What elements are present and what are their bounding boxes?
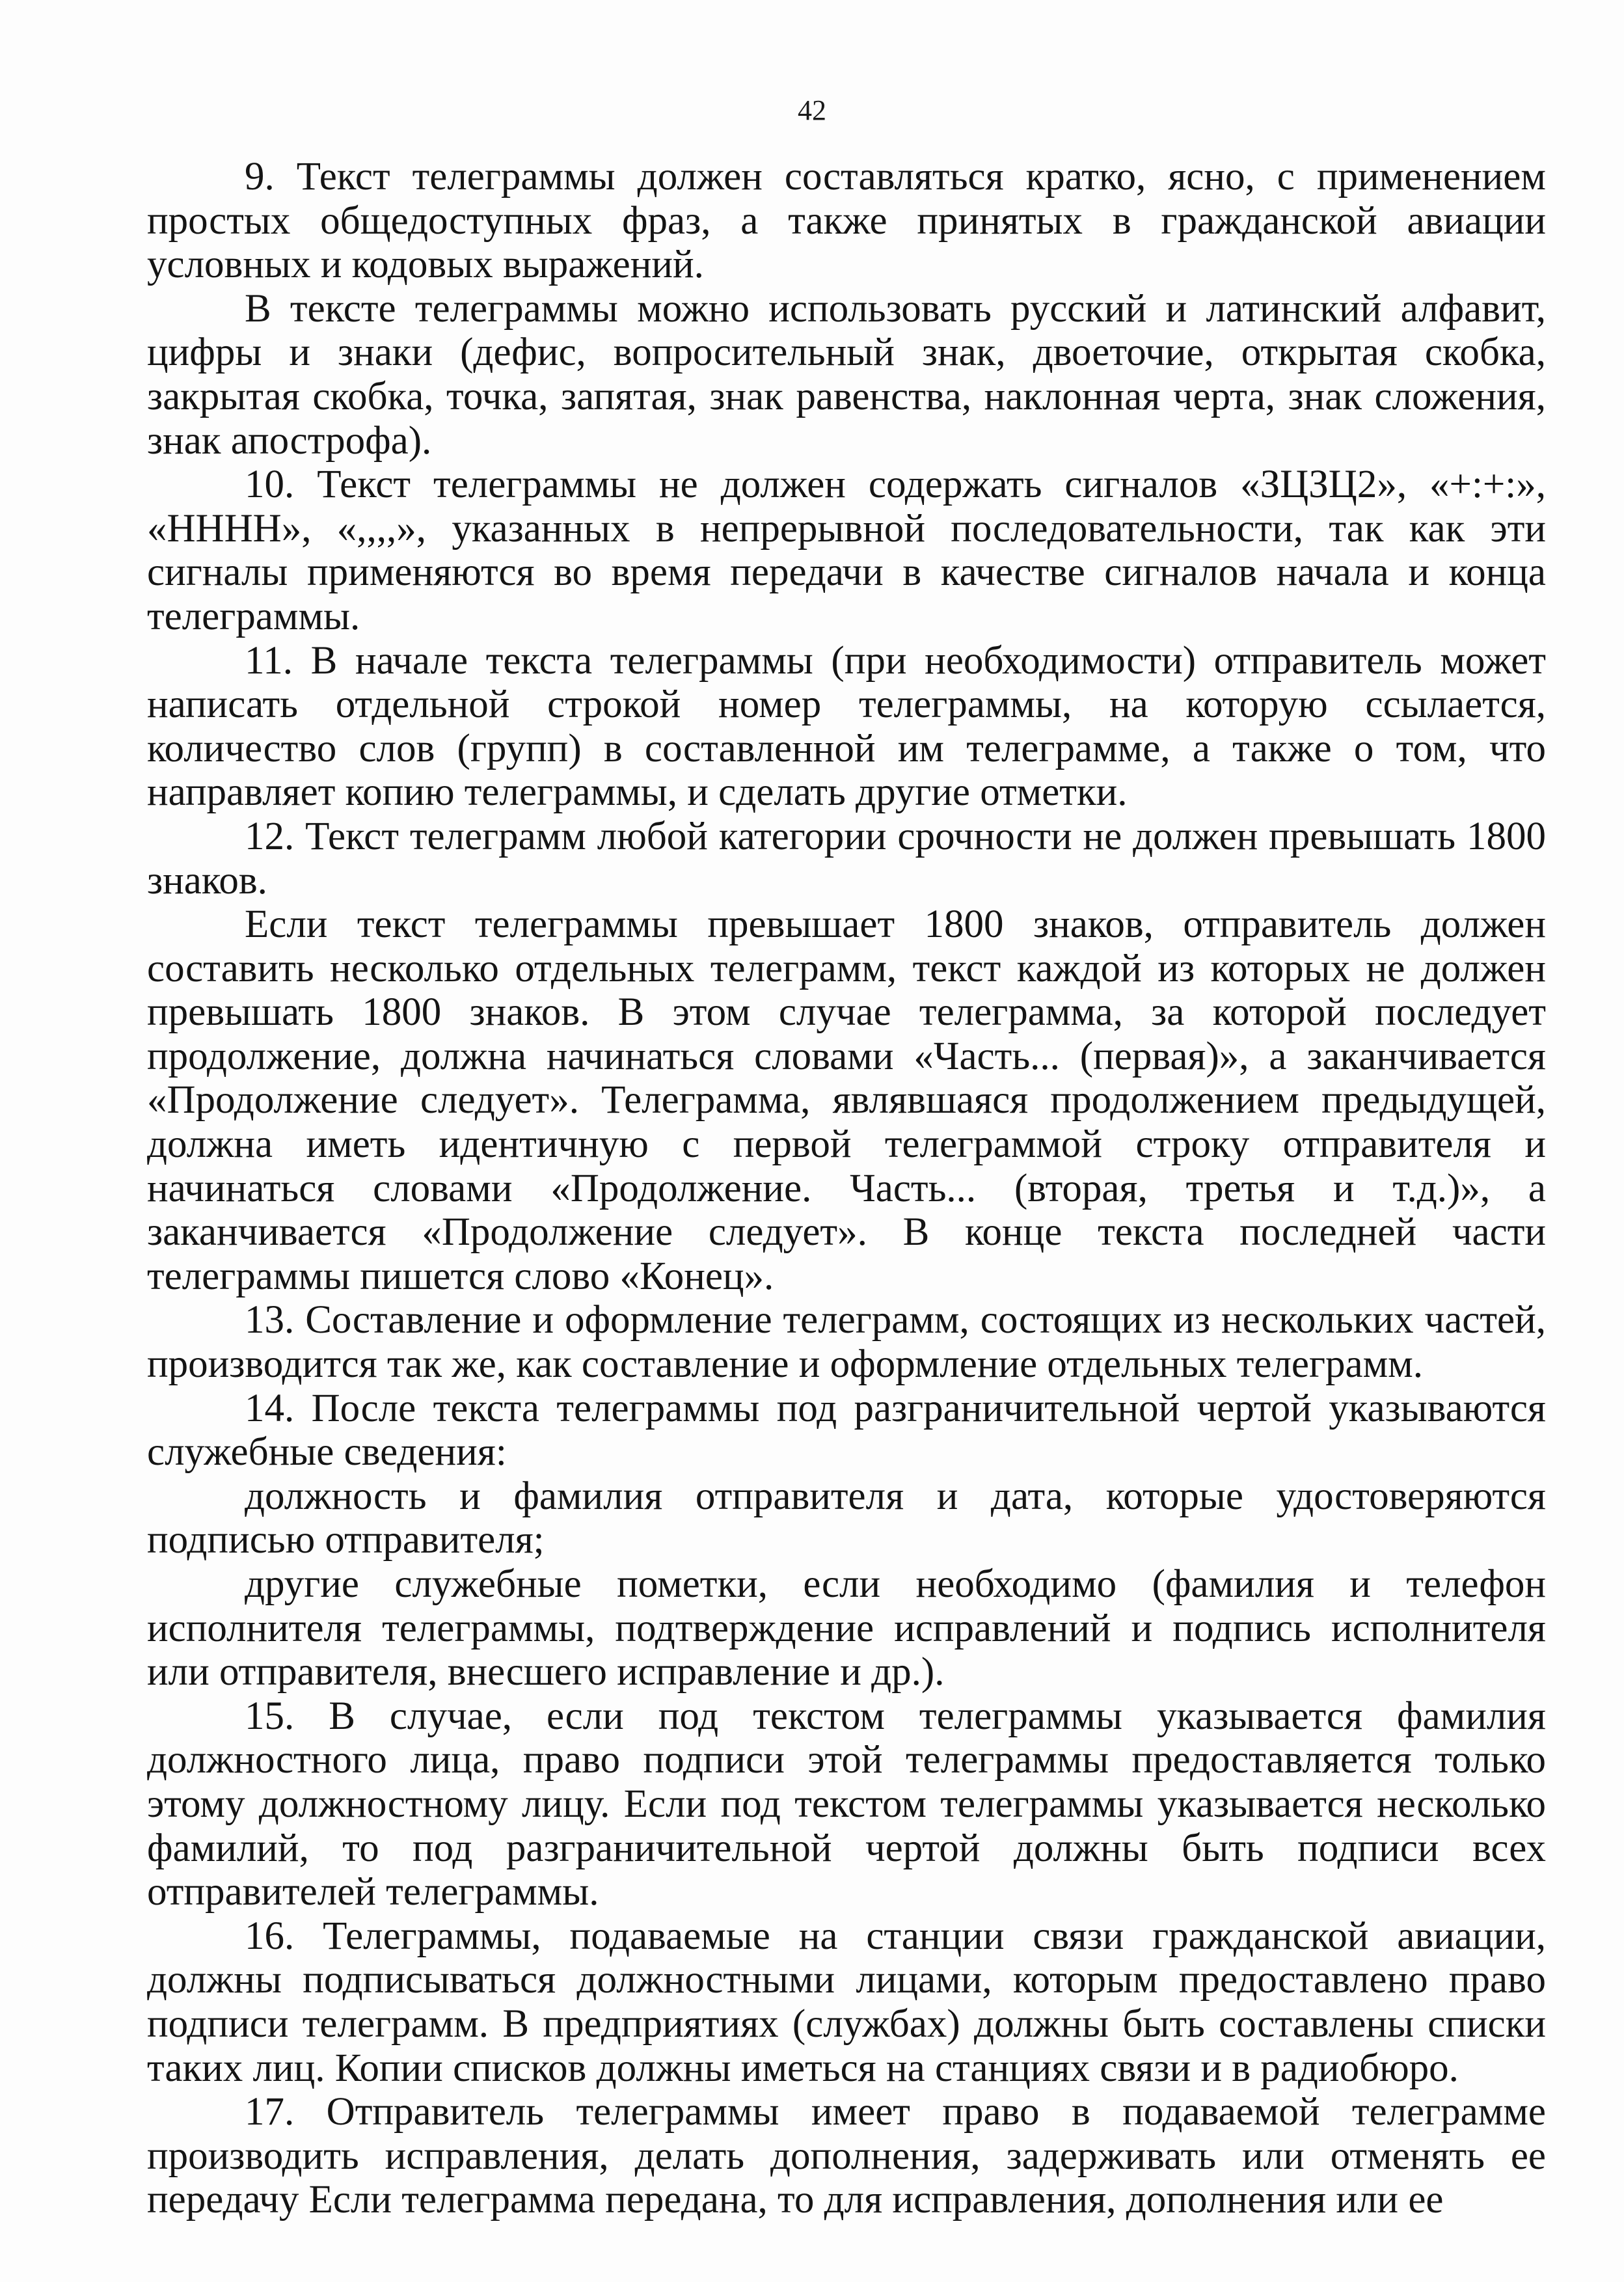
paragraph-14-service-notes: другие служебные пометки, если необходимо (фамилия и телефон исполнителя телеграммы, подтверждение исправлений и подпись исполнителя или отправителя, внесшего исправление и др.). [147, 1562, 1546, 1694]
paragraph-15: 15. В случае, если под текстом телеграммы указывается фамилия должностного лица, право подписи этой телеграммы предоставляется только этому должностному лицу. Если под текстом телеграммы указывается несколько фамилий, то под разграничительной чертой должны быть подписи всех отправителей телеграммы. [147, 1694, 1546, 1914]
paragraph-9: 9. Текст телеграммы должен составляться кратко, ясно, с применением простых общедоступных фраз, а также принятых в гражданской авиации условных и кодовых выражений. [147, 155, 1546, 287]
paragraph-10: 10. Текст телеграммы не должен содержать сигналов «ЗЦЗЦ2», «+:+:», «НННН», «,,,,», указанных в непрерывной последовательности, так как эти сигналы применяются во время передачи в качестве сигналов начала и конца телеграммы. [147, 463, 1546, 638]
paragraph-12-continuation: Если текст телеграммы превышает 1800 знаков, отправитель должен составить несколько отдельных телеграмм, текст каждой из которых не должен превышать 1800 знаков. В этом случае телеграмма, за которой последует продолжение, должна начинаться словами «Часть... (первая)», а заканчивается «Продолжение следует». Телеграмма, являвшаяся продолжением предыдущей, должна иметь идентичную с первой телеграммой строку отправителя и начинаться словами «Продолжение. Часть... (вторая, третья и т.д.)», а заканчивается «Продолжение следует». В конце текста последней части телеграммы пишется слово «Конец». [147, 903, 1546, 1298]
paragraph-9-alphabet: В тексте телеграммы можно использовать русский и латинский алфавит, цифры и знаки (дефис, вопросительный знак, двоеточие, открытая скобка, закрытая скобка, точка, запятая, знак равенства, наклонная черта, знак сложения, знак апострофа). [147, 286, 1546, 463]
paragraph-11: 11. В начале текста телеграммы (при необходимости) отправитель может написать отдельной строкой номер телеграммы, на которую ссылается, количество слов (групп) в составленной им телеграмме, а также о том, что направляет копию телеграммы, и сделать другие отметки. [147, 638, 1546, 815]
paragraph-16: 16. Телеграммы, подаваемые на станции связи гражданской авиации, должны подписываться должностными лицами, которым предоставлено право подписи телеграмм. В предприятиях (службах) должны быть составлены списки таких лиц. Копии списков должны иметься на станциях связи и в радиобюро. [147, 1914, 1546, 2090]
document-body [147, 155, 1546, 2222]
paragraph-12: 12. Текст телеграмм любой категории срочности не должен превышать 1800 знаков. [147, 814, 1546, 903]
page-number: 42 [798, 94, 826, 126]
paragraph-13: 13. Составление и оформление телеграмм, состоящих из нескольких частей, производится так же, как составление и оформление отдельных телеграмм. [147, 1298, 1546, 1387]
paragraph-14: 14. После текста телеграммы под разграничительной чертой указываются служебные сведения: [147, 1386, 1546, 1474]
paragraph-17: 17. Отправитель телеграммы имеет право в подаваемой телеграмме производить исправления, делать дополнения, задерживать или отменять ее передачу Если телеграмма передана, то для исправления, дополнения или ее [147, 2090, 1546, 2222]
paragraph-14-sender: должность и фамилия отправителя и дата, которые удостоверяются подписью отправителя; [147, 1474, 1546, 1562]
